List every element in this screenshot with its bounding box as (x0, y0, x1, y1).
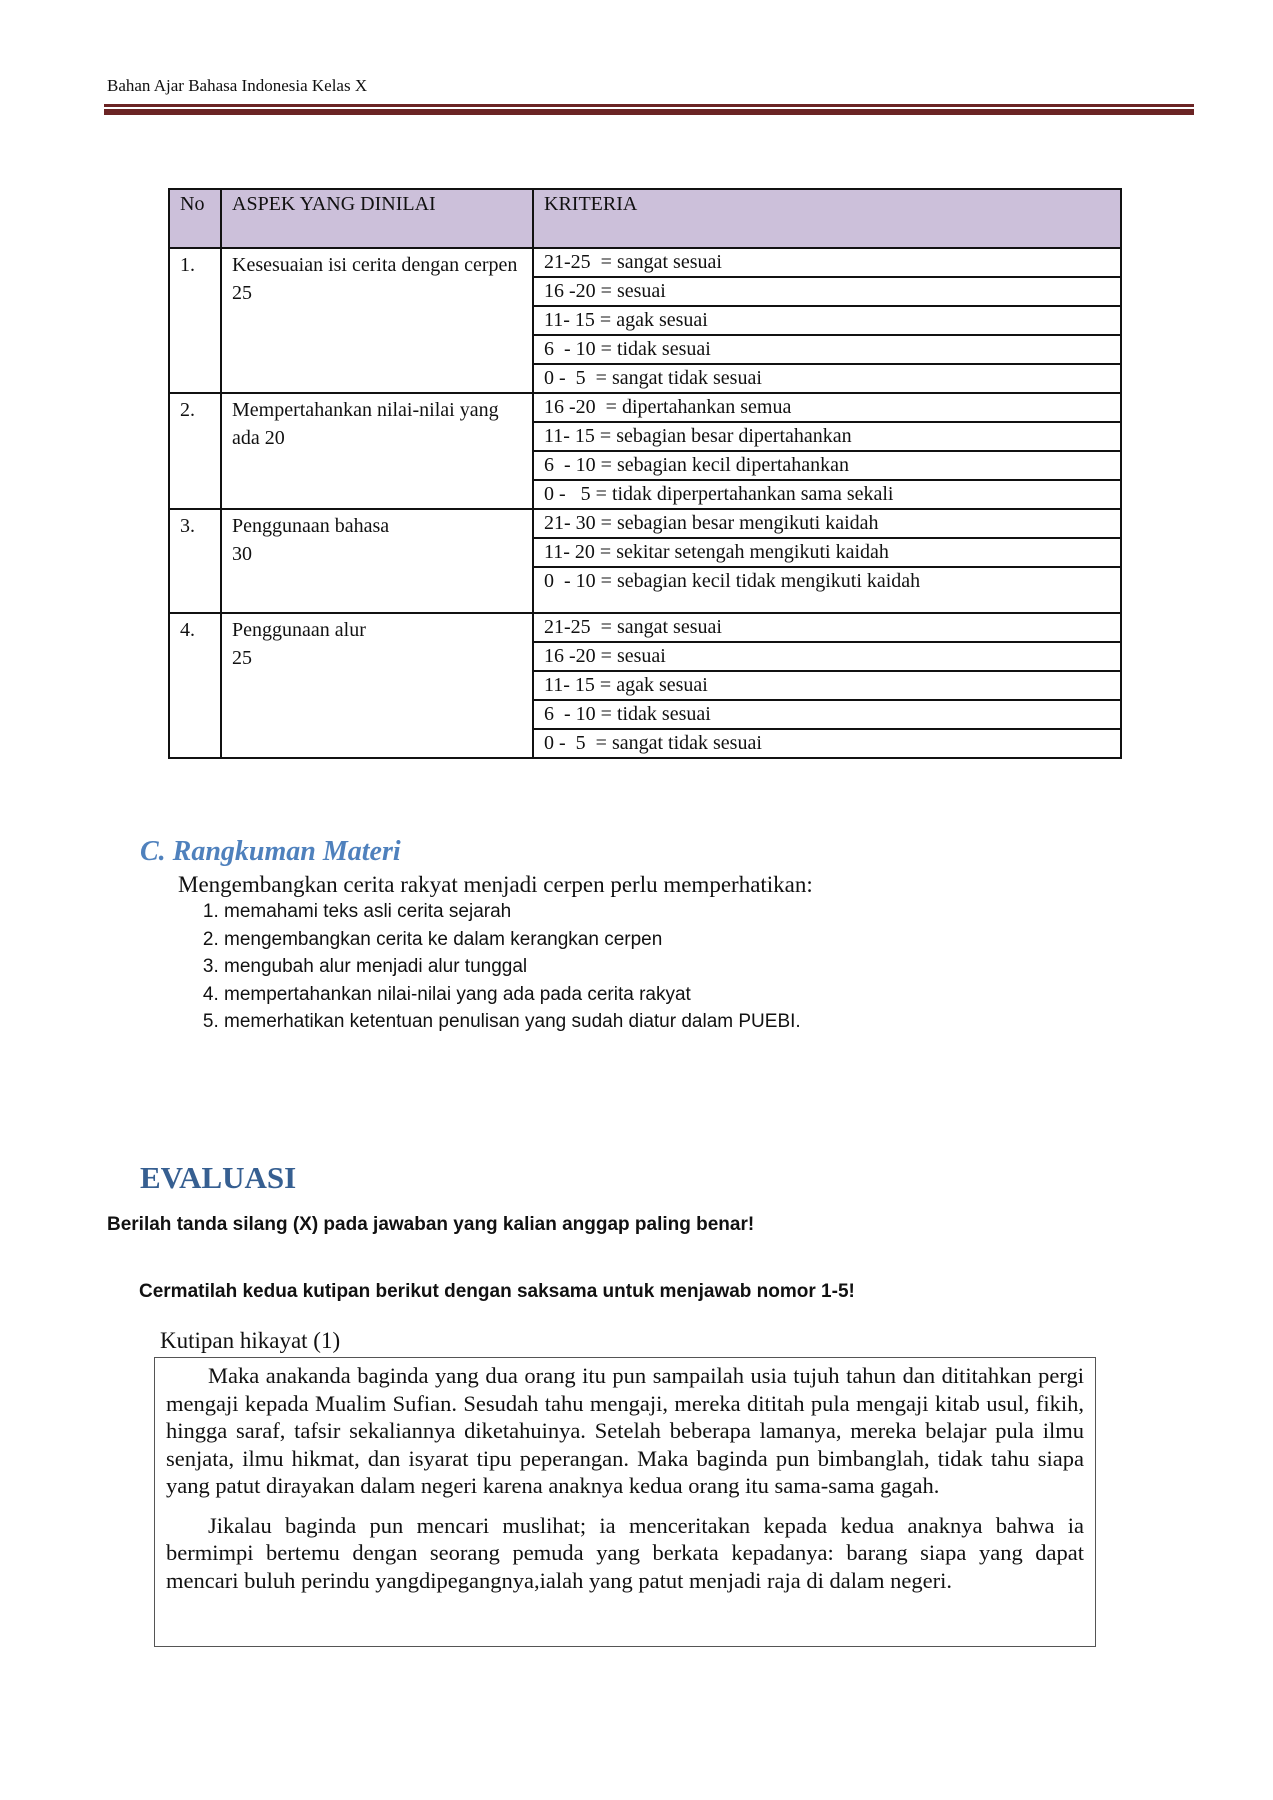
row-number: 2. (169, 393, 221, 509)
aspect-cell: Penggunaan alur 25 (221, 613, 533, 758)
excerpt-box (154, 1357, 1096, 1647)
criteria-cell: 21- 30 = sebagian besar mengikuti kaidah (533, 509, 1121, 538)
criteria-cell: 0 - 5 = sangat tidak sesuai (533, 364, 1121, 393)
summary-list (184, 898, 801, 1036)
aspect-cell: Kesesuaian isi cerita dengan cerpen 25 (221, 248, 533, 393)
section-heading: C. Rangkuman Materi (140, 836, 401, 867)
aspect-cell: Mempertahankan nilai-nilai yang ada 20 (221, 393, 533, 509)
criteria-cell: 11- 15 = sebagian besar dipertahankan (533, 422, 1121, 451)
excerpt-paragraph: Maka anakanda baginda yang dua orang itu pun sampailah usia tujuh tahun dan dititahkan pergi mengaji kepada Mualim Sufian. Sesudah tahu mengaji, mereka dititah pula mengaji kitab usul, fikih, hingga saraf, tafsir sekaliannya diketahuinya. Setelah beberapa lamanya, mereka belajar pula ilmu senjata, ilmu hikmat, dan isyarat tipu peperangan. Maka baginda pun bimbanglah, tidak tahu siapa yang patut dirayakan dalam negeri karena anaknya kedua orang itu sama-sama gagah. (166, 1363, 1084, 1498)
col-aspect: ASPEK YANG DINILAI (221, 189, 533, 248)
sub-instruction: Cermatilah kedua kutipan berikut dengan saksama untuk menjawab nomor 1-5! (139, 1281, 855, 1302)
list-item: 4. mempertahankan nilai-nilai yang ada pada cerita rakyat (224, 981, 801, 1009)
section-intro: Mengembangkan cerita rakyat menjadi cerpen perlu memperhatikan: (178, 872, 813, 897)
excerpt-paragraph: Jikalau baginda pun mencari muslihat; ia menceritakan kepada kedua anaknya bahwa ia bermimpi bertemu dengan seorang pemuda yang berkata kepadanya: barang siapa yang dapat mencari buluh perindu yangdipegangnya,ialah yang patut menjadi raja di dalam negeri. (166, 1512, 1084, 1593)
list-item: 2. mengembangkan cerita ke dalam kerangkan cerpen (224, 926, 801, 954)
row-number: 4. (169, 613, 221, 758)
criteria-cell: 6 - 10 = tidak sesuai (533, 335, 1121, 364)
criteria-cell: 16 -20 = sesuai (533, 642, 1121, 671)
list-item: 3. mengubah alur menjadi alur tunggal (224, 953, 801, 981)
table-row (169, 393, 1121, 422)
col-criteria: KRITERIA (533, 189, 1121, 248)
excerpt-label: Kutipan hikayat (1) (160, 1328, 341, 1353)
assessment-table (168, 188, 1122, 759)
table-row (169, 248, 1121, 277)
criteria-cell: 21-25 = sangat sesuai (533, 248, 1121, 277)
list-item: 5. memerhatikan ketentuan penulisan yang sudah diatur dalam PUEBI. (224, 1008, 801, 1036)
table-row (169, 509, 1121, 538)
criteria-cell: 16 -20 = dipertahankan semua (533, 393, 1121, 422)
criteria-cell: 6 - 10 = tidak sesuai (533, 700, 1121, 729)
table-header-row (169, 189, 1121, 248)
criteria-cell: 11- 15 = agak sesuai (533, 671, 1121, 700)
instruction: Berilah tanda silang (X) pada jawaban yang kalian anggap paling benar! (107, 1214, 755, 1235)
header-rule-thick (104, 109, 1194, 115)
col-no: No (169, 189, 221, 248)
criteria-cell: 6 - 10 = sebagian kecil dipertahankan (533, 451, 1121, 480)
criteria-cell: 11- 20 = sekitar setengah mengikuti kaidah (533, 538, 1121, 567)
evaluation-heading: EVALUASI (140, 1160, 297, 1195)
header-rule-thin (104, 104, 1194, 107)
row-number: 3. (169, 509, 221, 613)
criteria-cell: 21-25 = sangat sesuai (533, 613, 1121, 642)
table-row (169, 613, 1121, 642)
running-header: Bahan Ajar Bahasa Indonesia Kelas X (107, 76, 368, 95)
aspect-cell: Penggunaan bahasa 30 (221, 509, 533, 613)
criteria-cell: 0 - 10 = sebagian kecil tidak mengikuti kaidah (533, 567, 1121, 613)
criteria-cell: 0 - 5 = tidak diperpertahankan sama sekali (533, 480, 1121, 509)
row-number: 1. (169, 248, 221, 393)
criteria-cell: 0 - 5 = sangat tidak sesuai (533, 729, 1121, 758)
criteria-cell: 11- 15 = agak sesuai (533, 306, 1121, 335)
list-item: 1. memahami teks asli cerita sejarah (224, 898, 801, 926)
criteria-cell: 16 -20 = sesuai (533, 277, 1121, 306)
